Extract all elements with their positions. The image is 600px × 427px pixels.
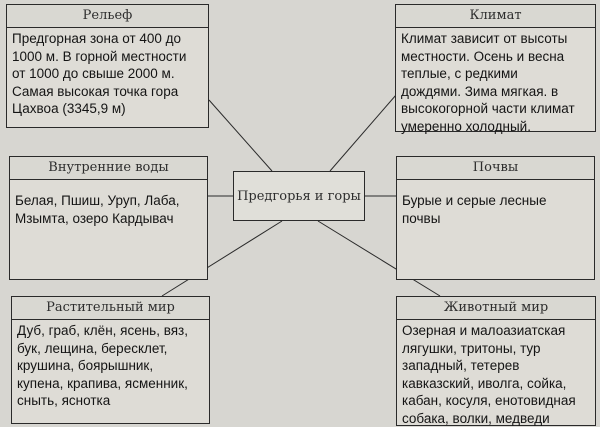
flora-title: Растительный мир	[12, 297, 209, 320]
relief-text: Предгорная зона от 400 до 1000 м. В горной местности от 1000 до свыше 2000 м. Самая высокая точка гора Цахвоа (3345,9 м)	[12, 31, 187, 116]
climate-title: Климат	[396, 5, 595, 28]
inland-waters-title: Внутренние воды	[10, 157, 207, 180]
flora-text: Дуб, граб, клён, ясень, вяз, бук, лещина, бересклет, крушина, боярышник, купена, крапива, ясменник, сныть, яснотка	[17, 323, 188, 408]
center-node: Предгорья и горы	[233, 171, 365, 221]
fauna-box	[396, 296, 596, 426]
inland-waters-box	[9, 156, 208, 280]
fauna-text: Озерная и малоазиатская лягушки, тритоны, тур западный, тетерев кавказский, иволга, сойка, кабан, косуля, енотовидная собака, волки, медведи	[402, 323, 576, 426]
relief-title: Рельеф	[7, 5, 208, 28]
soils-title: Почвы	[397, 157, 594, 180]
climate-text: Климат зависит от высоты местности. Осень и весна теплые, с редкими дождями. Зима мягкая. в высокогорной части климат умеренно холодный.	[401, 31, 575, 134]
connector-climate	[330, 95, 396, 171]
connector-relief	[209, 100, 272, 171]
fauna-title: Животный мир	[397, 297, 595, 320]
relief-box	[6, 4, 209, 128]
inland-waters-text: Белая, Пшиш, Уруп, Лаба, Мзымта, озеро Кардывач	[15, 193, 180, 226]
climate-box	[395, 4, 596, 132]
flora-box	[11, 296, 210, 424]
soils-text: Бурые и серые лесные почвы	[402, 193, 547, 226]
soils-box	[396, 156, 595, 280]
